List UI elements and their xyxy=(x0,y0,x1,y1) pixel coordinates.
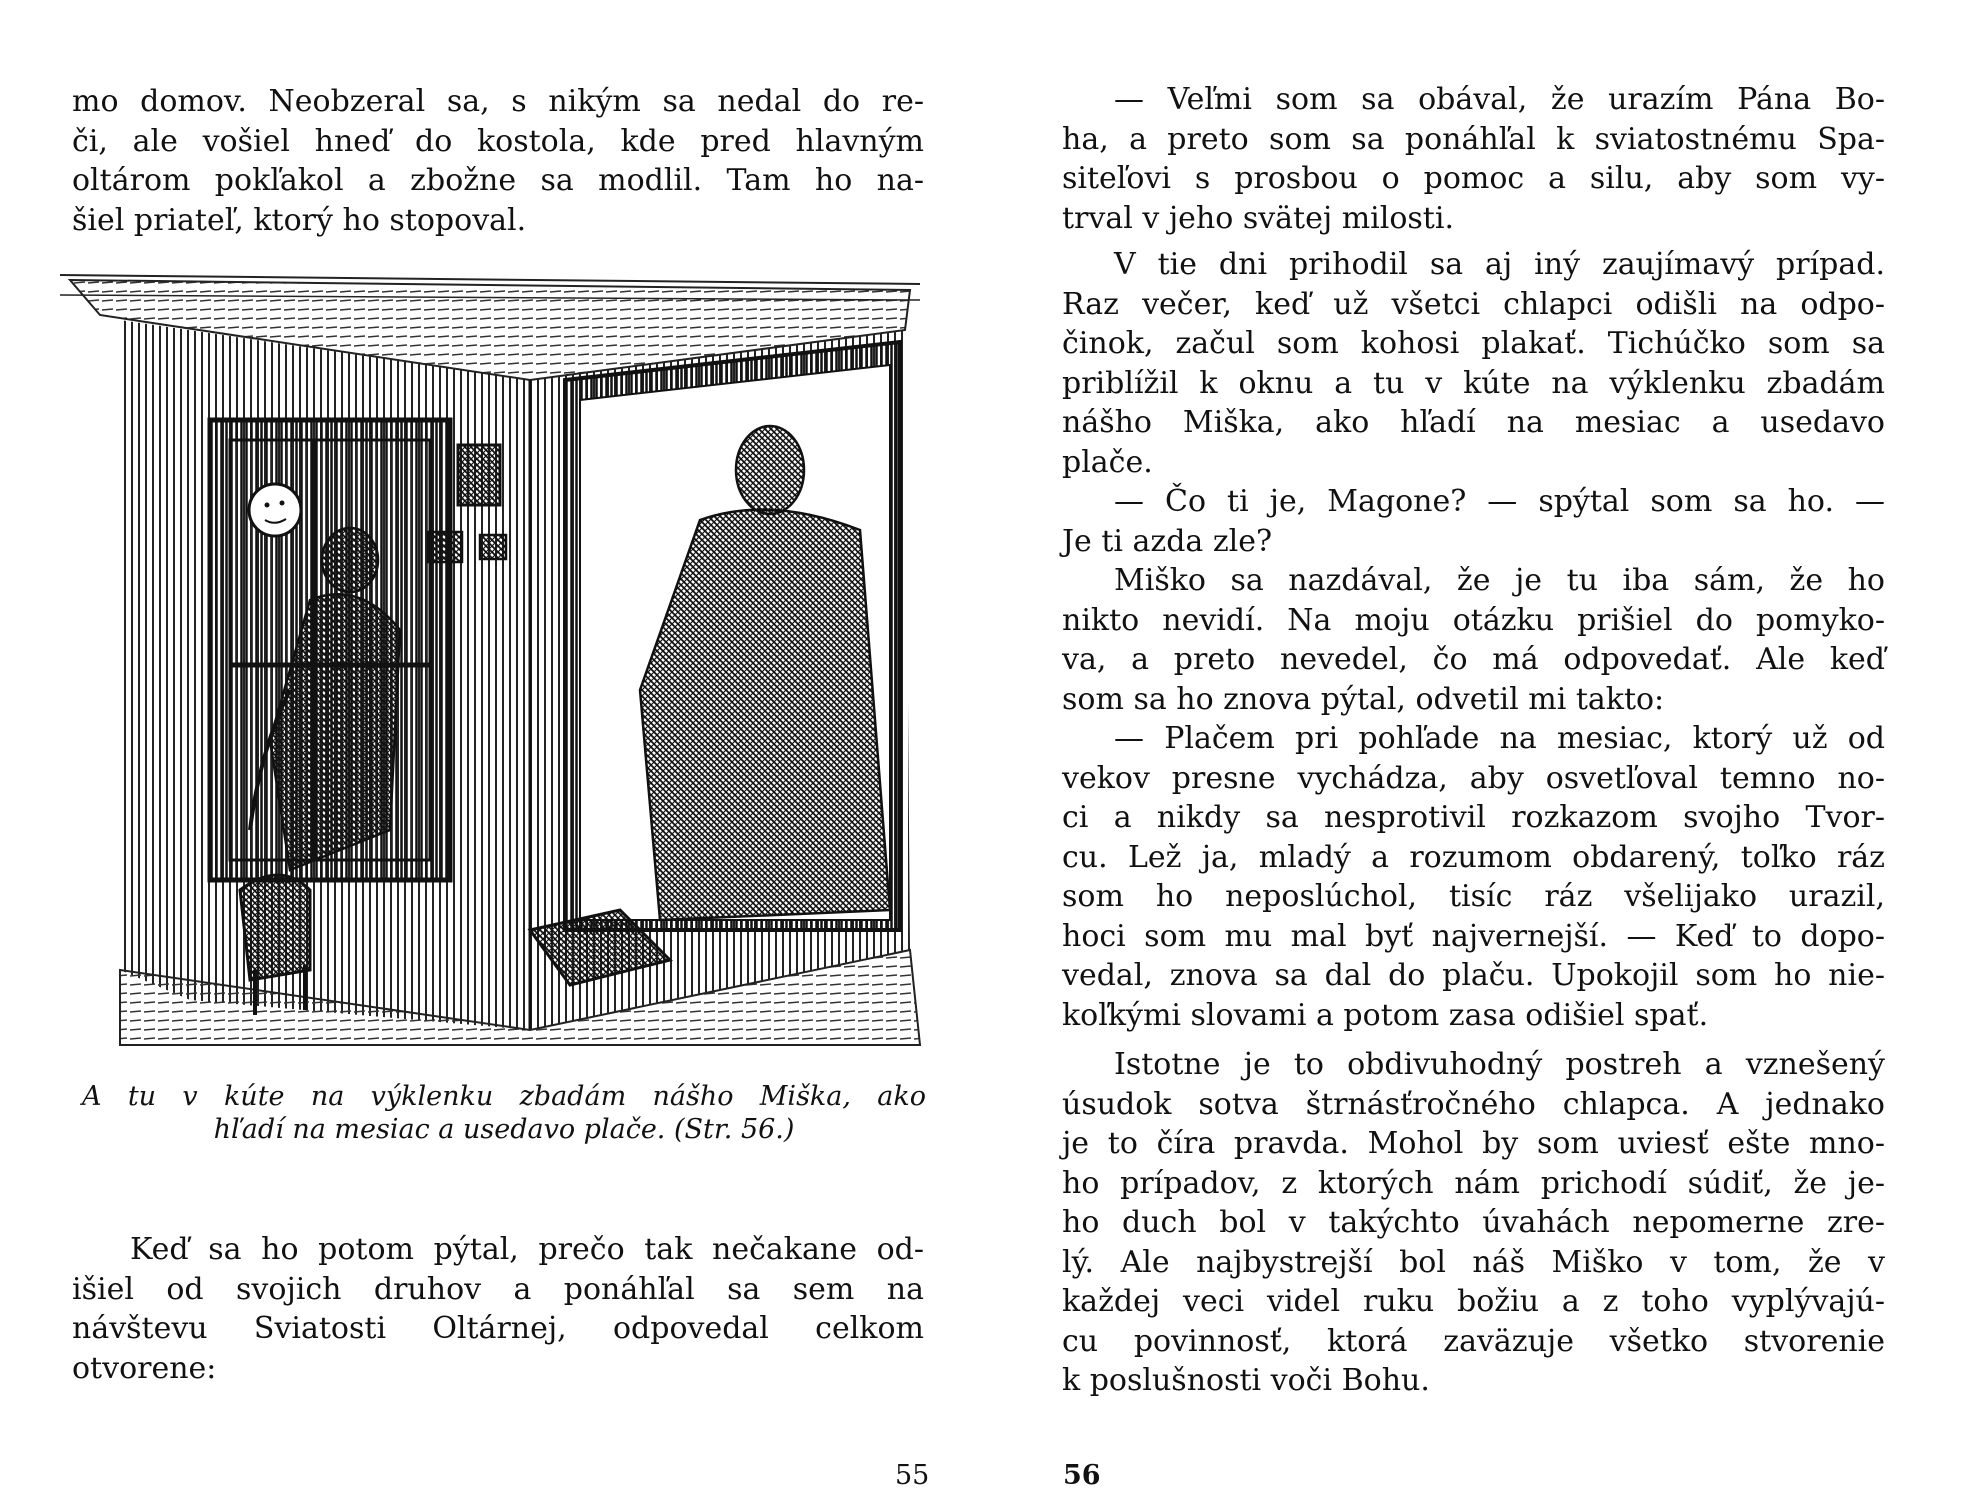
text-line: vekov presne vychádza, aby osvetľoval temno no- xyxy=(1062,760,1885,796)
text-line: koľkými slovami a potom zasa odišiel spať. xyxy=(1062,997,1709,1033)
right-paragraph xyxy=(1062,80,1885,238)
moon xyxy=(249,484,301,536)
text-line: som sa ho znova pýtal, odvetil mi takto: xyxy=(1062,681,1665,717)
text-line: ci a nikdy sa nesprotivil rozkazom svojho Tvor- xyxy=(1062,800,1885,835)
text-line: úsudok sotva štrnásťročného chlapca. A jednako xyxy=(1062,1086,1885,1122)
right-paragraph xyxy=(1062,1045,1885,1401)
right-paragraph xyxy=(1062,482,1885,561)
text-line: oltárom pokľakol a zbožne sa modlil. Tam ho na- xyxy=(72,163,924,198)
text-line: Keď sa ho potom pýtal, prečo tak nečakane od- xyxy=(130,1232,924,1267)
left-bottom-paragraph xyxy=(72,1230,924,1388)
text-line: som ho neposlúchol, tisíc ráz všelijako urazil, xyxy=(1062,879,1885,914)
page-number: 55 xyxy=(895,1460,930,1491)
text-line: V tie dni prihodil sa aj iný zaujímavý prípad. xyxy=(1114,247,1885,282)
text-line: je to čírа pravda. Mohol by som uviesť ešte mno- xyxy=(1062,1126,1885,1161)
wall-picture xyxy=(480,535,506,559)
text-line: činok, začul som kohosi plakať. Tichúčko som sa xyxy=(1062,326,1885,361)
caption-line: A tu v kúte na výklenku zbadám nášho Miška, ako xyxy=(82,1081,926,1112)
text-line: nikto nevidí. Na moju otázku prišiel do pomyko- xyxy=(1062,602,1885,638)
text-line: ho duch bol v takýchto úvahách nepomerne zre- xyxy=(1062,1205,1885,1240)
text-line: cu. Lež ja, mladý a rozumom obdarený, toľko ráz xyxy=(1062,839,1885,875)
text-line: lý. Ale najbystrejší bol náš Miško v tom, že v xyxy=(1062,1244,1885,1280)
text-line: otvorene: xyxy=(72,1350,217,1386)
text-line: šiel priateľ, ktorý ho stopoval. xyxy=(72,202,527,238)
text-line: priblížil k oknu a tu v kúte na výklenku zbadám xyxy=(1062,365,1885,401)
right-paragraph xyxy=(1062,561,1885,719)
text-line: hoci som mu mal byť najvernejší. — Keď to dopo- xyxy=(1062,918,1885,954)
text-line: trval v jeho svätej milosti. xyxy=(1062,200,1454,236)
text-line: každej veci videl ruku božiu a z toho vyplývajú- xyxy=(1062,1284,1885,1319)
left-top-paragraph xyxy=(72,82,924,240)
text-line: — Plačem pri pohľade na mesiac, ktorý už od xyxy=(1114,721,1885,756)
text-line: nášho Miška, ako hľadí na mesiac a usedavo xyxy=(1062,405,1885,440)
text-line: cu povinnosť, ktorá zaväzuje všetko stvorenie xyxy=(1062,1323,1885,1359)
text-line: plače. xyxy=(1062,444,1153,480)
text-line: siteľovi s prosbou o pomoc a silu, aby som vy- xyxy=(1062,161,1885,196)
text-line: vedal, znova sa dal do plaču. Upokojil som ho nie- xyxy=(1062,958,1885,993)
right-paragraph xyxy=(1062,245,1885,482)
text-line: mo domov. Neobzeral sa, s nikým sa nedal do re- xyxy=(72,84,924,119)
text-line: ha, a preto som sa ponáhľal k sviatostnému Spa- xyxy=(1062,121,1885,157)
text-line: návštevu Sviatosti Oltárnej, odpovedal celkom xyxy=(72,1311,924,1346)
text-line: — Veľmi som sa obával, že urazím Pána Bo- xyxy=(1114,82,1885,117)
text-line: Miško sa nazdával, že je tu iba sám, že ho xyxy=(1114,563,1885,598)
right-paragraph xyxy=(1062,719,1885,1035)
text-line: išiel od svojich druhov a ponáhľal sa sem na xyxy=(72,1271,924,1307)
text-line: — Čo ti je, Magone? — spýtal som sa ho. — xyxy=(1114,484,1885,519)
text-line: Istotne je to obdivuhodný postreh a vznešený xyxy=(1114,1047,1885,1082)
caption-line: hľadí na mesiac a usedavo plače. (Str. 56.) xyxy=(213,1114,795,1145)
text-line: va, a preto nevedel, čo má odpovedať. Ale keď xyxy=(1062,642,1885,677)
wall-picture xyxy=(458,445,500,505)
right-page xyxy=(985,0,1970,1500)
text-line: ho prípadov, z ktorých nám prichodí súdiť, že je- xyxy=(1062,1165,1885,1201)
wall-picture xyxy=(428,532,462,562)
text-line: Je ti azda zle? xyxy=(1062,523,1273,559)
text-line: Raz večer, keď už všetci chlapci odišli na odpo- xyxy=(1062,286,1885,322)
text-line: či, ale vošiel hneď do kostola, kde pred hlavným xyxy=(72,123,924,159)
text-line: k poslušnosti voči Bohu. xyxy=(1062,1363,1430,1398)
illustration xyxy=(60,270,930,1050)
page-number: 56 xyxy=(1063,1460,1101,1491)
illustration-caption xyxy=(82,1080,926,1146)
